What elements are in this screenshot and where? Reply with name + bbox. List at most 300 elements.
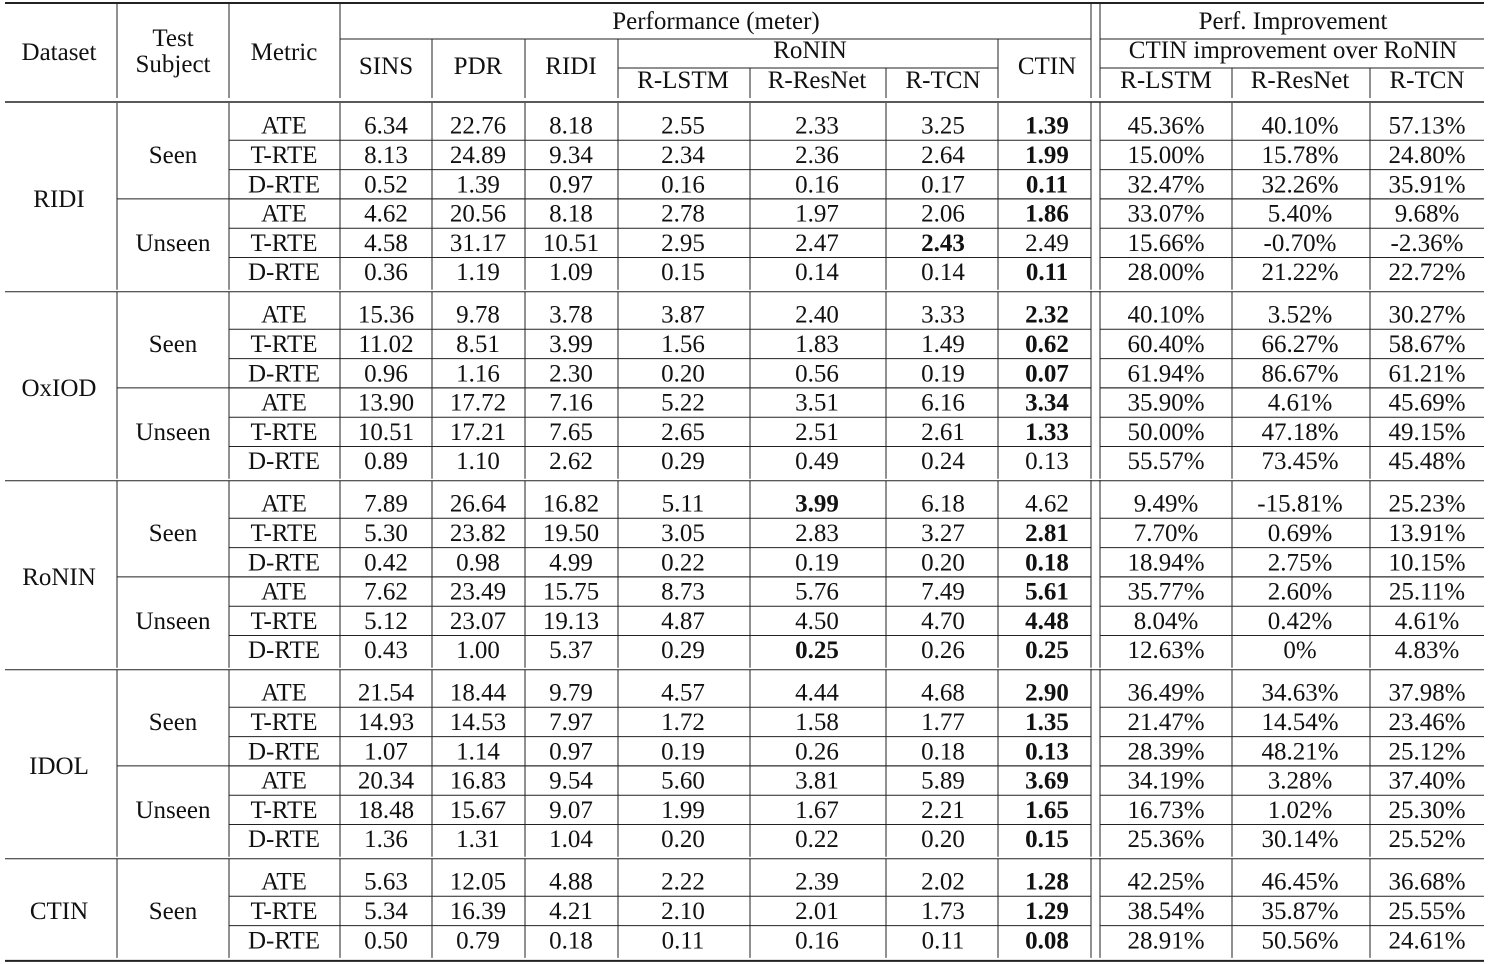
value-cell: 8.18: [549, 112, 593, 140]
improvement-cell: 25.55%: [1388, 897, 1466, 925]
value-cell: 0.15: [661, 259, 705, 287]
improvement-cell: 47.18%: [1261, 418, 1339, 446]
metric-cell: D-RTE: [247, 637, 321, 665]
value-cell: 1.99: [661, 796, 705, 824]
value-cell: 2.10: [661, 897, 705, 925]
value-cell: 2.40: [795, 301, 839, 329]
value-cell: 0.49: [795, 448, 839, 476]
header-metric: Metric: [250, 39, 318, 66]
improvement-cell: 25.52%: [1388, 826, 1466, 854]
value-cell: 4.44: [795, 679, 839, 707]
value-cell: 4.68: [921, 679, 965, 707]
value-cell: 4.70: [921, 607, 965, 635]
value-cell: 20.56: [449, 200, 507, 228]
value-cell: 23.07: [449, 607, 507, 635]
value-cell: 1.97: [795, 200, 839, 228]
value-cell: 6.16: [921, 389, 965, 417]
value-cell: 18.44: [449, 679, 507, 707]
header-model-pdr: PDR: [453, 53, 503, 80]
metric-cell: D-RTE: [247, 549, 321, 577]
value-cell: 19.50: [542, 519, 600, 547]
value-cell: 20.34: [357, 767, 415, 795]
header-ctin-improvement: CTIN improvement over RoNIN: [1128, 37, 1458, 64]
value-cell: 4.48: [1025, 607, 1069, 635]
value-cell: 0.89: [364, 448, 408, 476]
improvement-cell: -15.81%: [1257, 490, 1343, 518]
improvement-cell: 23.46%: [1388, 708, 1466, 736]
value-cell: 15.67: [449, 796, 507, 824]
improvement-cell: 24.80%: [1388, 141, 1466, 169]
value-cell: 0.36: [364, 259, 408, 287]
value-cell: 2.02: [921, 868, 965, 896]
value-cell: 0.20: [921, 826, 965, 854]
value-cell: 1.99: [1025, 141, 1069, 169]
value-cell: 0.11: [1025, 171, 1069, 199]
value-cell: 8.73: [661, 578, 705, 606]
improvement-cell: 2.60%: [1267, 578, 1333, 606]
value-cell: 23.82: [449, 519, 507, 547]
value-cell: 12.05: [449, 868, 507, 896]
value-cell: 0.20: [661, 826, 705, 854]
value-cell: 7.16: [549, 389, 593, 417]
improvement-cell: 12.63%: [1127, 637, 1205, 665]
improvement-cell: 0.42%: [1267, 607, 1333, 635]
value-cell: 2.34: [661, 141, 705, 169]
value-cell: 0.13: [1025, 448, 1069, 476]
value-cell: 2.49: [1025, 229, 1069, 257]
value-cell: 8.51: [456, 330, 500, 358]
value-cell: 0.19: [921, 360, 965, 388]
value-cell: 1.31: [456, 826, 500, 854]
metric-cell: ATE: [261, 868, 307, 896]
improvement-cell: 9.49%: [1133, 490, 1199, 518]
metric-cell: D-RTE: [247, 259, 321, 287]
value-cell: 23.49: [449, 578, 507, 606]
improvement-cell: 37.40%: [1388, 767, 1466, 795]
improvement-cell: 40.10%: [1127, 301, 1205, 329]
value-cell: 7.97: [549, 708, 593, 736]
metric-cell: T-RTE: [250, 330, 318, 358]
value-cell: 0.07: [1025, 360, 1069, 388]
metric-cell: D-RTE: [247, 927, 321, 955]
improvement-cell: 1.02%: [1267, 796, 1333, 824]
value-cell: 1.49: [921, 330, 965, 358]
value-cell: 9.78: [456, 301, 500, 329]
value-cell: 3.78: [549, 301, 593, 329]
improvement-cell: 37.98%: [1388, 679, 1466, 707]
value-cell: 6.34: [364, 112, 408, 140]
value-cell: 4.58: [364, 229, 408, 257]
improvement-cell: 33.07%: [1127, 200, 1205, 228]
value-cell: 14.53: [449, 708, 507, 736]
value-cell: 2.55: [661, 112, 705, 140]
value-cell: 0.13: [1025, 738, 1069, 766]
value-cell: 2.62: [549, 448, 593, 476]
header-perf-improvement: Perf. Improvement: [1198, 8, 1388, 35]
value-cell: 16.82: [542, 490, 600, 518]
value-cell: 0.26: [795, 738, 839, 766]
improvement-cell: 28.91%: [1127, 927, 1205, 955]
value-cell: 5.76: [795, 578, 839, 606]
header-impr-r-resnet: R-ResNet: [1250, 67, 1350, 94]
value-cell: 1.04: [549, 826, 593, 854]
improvement-cell: 35.91%: [1388, 171, 1466, 199]
improvement-cell: 42.25%: [1127, 868, 1205, 896]
improvement-cell: 21.47%: [1127, 708, 1205, 736]
value-cell: 0.11: [661, 927, 705, 955]
header-model-r-tcn: R-TCN: [905, 67, 981, 94]
value-cell: 0.14: [921, 259, 965, 287]
improvement-cell: 61.21%: [1388, 360, 1466, 388]
value-cell: 2.65: [661, 418, 705, 446]
metric-cell: ATE: [261, 301, 307, 329]
improvement-cell: 16.73%: [1127, 796, 1205, 824]
value-cell: 0.11: [1025, 259, 1069, 287]
value-cell: 2.43: [921, 229, 965, 257]
improvement-cell: 8.04%: [1133, 607, 1199, 635]
improvement-cell: 2.75%: [1267, 549, 1333, 577]
improvement-cell: 46.45%: [1261, 868, 1339, 896]
metric-cell: D-RTE: [247, 738, 321, 766]
value-cell: 1.73: [921, 897, 965, 925]
header-dataset: Dataset: [21, 39, 97, 66]
value-cell: 2.01: [795, 897, 839, 925]
improvement-cell: 4.83%: [1394, 637, 1460, 665]
value-cell: 1.00: [456, 637, 500, 665]
value-cell: 3.87: [661, 301, 705, 329]
value-cell: 1.67: [795, 796, 839, 824]
metric-cell: T-RTE: [250, 796, 318, 824]
dataset-label: RoNIN: [22, 563, 96, 591]
dataset-label: OxIOD: [21, 374, 97, 402]
value-cell: 3.34: [1025, 389, 1069, 417]
value-cell: 15.75: [542, 578, 600, 606]
value-cell: 0.97: [549, 738, 593, 766]
improvement-cell: 3.28%: [1267, 767, 1333, 795]
improvement-cell: 30.14%: [1261, 826, 1339, 854]
improvement-cell: 45.48%: [1388, 448, 1466, 476]
value-cell: 0.56: [795, 360, 839, 388]
metric-cell: T-RTE: [250, 141, 318, 169]
metric-cell: ATE: [261, 767, 307, 795]
value-cell: 1.86: [1025, 200, 1069, 228]
value-cell: 0.29: [661, 637, 705, 665]
value-cell: 0.29: [661, 448, 705, 476]
value-cell: 0.62: [1025, 330, 1069, 358]
value-cell: 1.83: [795, 330, 839, 358]
dataset-label: CTIN: [29, 897, 89, 925]
value-cell: 1.72: [661, 708, 705, 736]
value-cell: 2.06: [921, 200, 965, 228]
value-cell: 24.89: [449, 141, 507, 169]
improvement-cell: 28.00%: [1127, 259, 1205, 287]
test-subject-label: Seen: [148, 330, 198, 358]
improvement-cell: 35.77%: [1127, 578, 1205, 606]
metric-cell: ATE: [261, 490, 307, 518]
value-cell: 0.42: [364, 549, 408, 577]
improvement-cell: 61.94%: [1127, 360, 1205, 388]
value-cell: 6.18: [921, 490, 965, 518]
improvement-cell: 14.54%: [1261, 708, 1339, 736]
value-cell: 1.09: [549, 259, 593, 287]
value-cell: 0.25: [1025, 637, 1069, 665]
value-cell: 10.51: [542, 229, 600, 257]
test-subject-label: Unseen: [135, 418, 211, 446]
value-cell: 0.50: [364, 927, 408, 955]
value-cell: 2.95: [661, 229, 705, 257]
improvement-cell: 10.15%: [1388, 549, 1466, 577]
improvement-cell: 5.40%: [1267, 200, 1333, 228]
value-cell: 4.62: [1025, 490, 1069, 518]
improvement-cell: 48.21%: [1261, 738, 1339, 766]
metric-cell: T-RTE: [250, 897, 318, 925]
metric-cell: ATE: [261, 679, 307, 707]
dataset-label: IDOL: [29, 752, 89, 780]
value-cell: 4.87: [661, 607, 705, 635]
value-cell: 4.88: [549, 868, 593, 896]
improvement-cell: 25.11%: [1388, 578, 1466, 606]
value-cell: 5.34: [364, 897, 408, 925]
improvement-cell: 35.90%: [1127, 389, 1205, 417]
test-subject-label: Seen: [148, 141, 198, 169]
improvement-cell: 24.61%: [1388, 927, 1466, 955]
header-model-ridi: RIDI: [545, 53, 597, 80]
value-cell: 13.90: [357, 389, 415, 417]
metric-cell: D-RTE: [247, 448, 321, 476]
improvement-cell: 45.36%: [1127, 112, 1205, 140]
metric-cell: D-RTE: [247, 360, 321, 388]
metric-cell: T-RTE: [250, 519, 318, 547]
improvement-cell: 73.45%: [1261, 448, 1339, 476]
metric-cell: ATE: [261, 200, 307, 228]
improvement-cell: 32.47%: [1127, 171, 1205, 199]
value-cell: 1.39: [456, 171, 500, 199]
header-impr-r-lstm: R-LSTM: [1120, 67, 1212, 94]
value-cell: 4.21: [549, 897, 593, 925]
test-subject-label: Unseen: [135, 796, 211, 824]
value-cell: 21.54: [357, 679, 415, 707]
value-cell: 1.16: [456, 360, 500, 388]
value-cell: 4.57: [661, 679, 705, 707]
improvement-cell: 60.40%: [1127, 330, 1205, 358]
improvement-cell: 30.27%: [1388, 301, 1466, 329]
value-cell: 2.32: [1025, 301, 1069, 329]
improvement-cell: 57.13%: [1388, 112, 1466, 140]
value-cell: 1.07: [364, 738, 408, 766]
improvement-cell: -2.36%: [1390, 229, 1464, 257]
value-cell: 5.89: [921, 767, 965, 795]
improvement-cell: 35.87%: [1261, 897, 1339, 925]
metric-cell: T-RTE: [250, 229, 318, 257]
metric-cell: ATE: [261, 112, 307, 140]
test-subject-label: Unseen: [135, 229, 211, 257]
value-cell: 3.05: [661, 519, 705, 547]
value-cell: 1.19: [456, 259, 500, 287]
value-cell: 17.21: [449, 418, 507, 446]
value-cell: 31.17: [449, 229, 507, 257]
improvement-cell: 25.30%: [1388, 796, 1466, 824]
improvement-cell: 36.49%: [1127, 679, 1205, 707]
value-cell: 17.72: [449, 389, 507, 417]
value-cell: 2.83: [795, 519, 839, 547]
value-cell: 22.76: [449, 112, 507, 140]
improvement-cell: 15.78%: [1261, 141, 1339, 169]
value-cell: 4.62: [364, 200, 408, 228]
value-cell: 3.69: [1025, 767, 1069, 795]
header-test-subject-line1: Test: [152, 25, 194, 52]
header-model-r-resnet: R-ResNet: [767, 67, 867, 94]
improvement-cell: 58.67%: [1388, 330, 1466, 358]
value-cell: 1.65: [1025, 796, 1069, 824]
header-performance: Performance (meter): [612, 8, 820, 35]
value-cell: 26.64: [449, 490, 507, 518]
improvement-cell: 45.69%: [1388, 389, 1466, 417]
header-model-r-lstm: R-LSTM: [637, 67, 729, 94]
test-subject-label: Seen: [148, 897, 198, 925]
value-cell: 1.28: [1025, 868, 1069, 896]
value-cell: 1.36: [364, 826, 408, 854]
value-cell: 3.33: [921, 301, 965, 329]
value-cell: 7.89: [364, 490, 408, 518]
value-cell: 4.99: [549, 549, 593, 577]
value-cell: 2.39: [795, 868, 839, 896]
value-cell: 2.51: [795, 418, 839, 446]
metric-cell: T-RTE: [250, 418, 318, 446]
value-cell: 2.90: [1025, 679, 1069, 707]
improvement-cell: 49.15%: [1388, 418, 1466, 446]
value-cell: 0.19: [661, 738, 705, 766]
value-cell: 2.61: [921, 418, 965, 446]
improvement-cell: 25.36%: [1127, 826, 1205, 854]
improvement-cell: 55.57%: [1127, 448, 1205, 476]
value-cell: 0.15: [1025, 826, 1069, 854]
value-cell: 3.99: [549, 330, 593, 358]
improvement-cell: 15.00%: [1127, 141, 1205, 169]
improvement-cell: 7.70%: [1133, 519, 1199, 547]
value-cell: 2.81: [1025, 519, 1069, 547]
improvement-cell: 50.56%: [1261, 927, 1339, 955]
value-cell: 16.83: [449, 767, 507, 795]
improvement-cell: 40.10%: [1261, 112, 1339, 140]
value-cell: 0.96: [364, 360, 408, 388]
improvement-cell: 3.52%: [1267, 301, 1333, 329]
value-cell: 1.35: [1025, 708, 1069, 736]
value-cell: 9.54: [549, 767, 593, 795]
value-cell: 4.50: [795, 607, 839, 635]
value-cell: 5.60: [661, 767, 705, 795]
value-cell: 0.08: [1025, 927, 1069, 955]
value-cell: 2.64: [921, 141, 965, 169]
value-cell: 14.93: [357, 708, 415, 736]
value-cell: 0.16: [795, 927, 839, 955]
value-cell: 0.19: [795, 549, 839, 577]
value-cell: 0.11: [921, 927, 965, 955]
value-cell: 5.30: [364, 519, 408, 547]
improvement-cell: 22.72%: [1388, 259, 1466, 287]
improvement-cell: 21.22%: [1261, 259, 1339, 287]
value-cell: 0.79: [456, 927, 500, 955]
value-cell: 2.22: [661, 868, 705, 896]
value-cell: 0.16: [795, 171, 839, 199]
value-cell: 1.29: [1025, 897, 1069, 925]
improvement-cell: 86.67%: [1261, 360, 1339, 388]
improvement-cell: 4.61%: [1394, 607, 1460, 635]
value-cell: 0.18: [549, 927, 593, 955]
value-cell: 1.77: [921, 708, 965, 736]
value-cell: 3.81: [795, 767, 839, 795]
value-cell: 1.14: [456, 738, 500, 766]
value-cell: 0.22: [795, 826, 839, 854]
value-cell: 1.33: [1025, 418, 1069, 446]
value-cell: 0.18: [1025, 549, 1069, 577]
dataset-label: RIDI: [33, 185, 85, 213]
value-cell: 0.43: [364, 637, 408, 665]
value-cell: 3.27: [921, 519, 965, 547]
improvement-cell: 28.39%: [1127, 738, 1205, 766]
improvement-cell: 32.26%: [1261, 171, 1339, 199]
value-cell: 0.97: [549, 171, 593, 199]
value-cell: 2.36: [795, 141, 839, 169]
header-model-ctin: CTIN: [1017, 53, 1077, 80]
value-cell: 3.99: [795, 490, 839, 518]
improvement-cell: 13.91%: [1388, 519, 1466, 547]
value-cell: 0.18: [921, 738, 965, 766]
improvement-cell: 34.19%: [1127, 767, 1205, 795]
improvement-cell: 18.94%: [1127, 549, 1205, 577]
improvement-cell: 0%: [1283, 637, 1317, 665]
improvement-cell: -0.70%: [1263, 229, 1337, 257]
improvement-cell: 38.54%: [1127, 897, 1205, 925]
value-cell: 18.48: [357, 796, 415, 824]
improvement-cell: 0.69%: [1267, 519, 1333, 547]
header-ronin: RoNIN: [773, 37, 847, 64]
value-cell: 19.13: [542, 607, 600, 635]
improvement-cell: 34.63%: [1261, 679, 1339, 707]
improvement-cell: 25.23%: [1388, 490, 1466, 518]
value-cell: 5.12: [364, 607, 408, 635]
value-cell: 0.14: [795, 259, 839, 287]
header-impr-r-tcn: R-TCN: [1389, 67, 1465, 94]
value-cell: 0.26: [921, 637, 965, 665]
value-cell: 0.22: [661, 549, 705, 577]
value-cell: 9.07: [549, 796, 593, 824]
value-cell: 5.37: [549, 637, 593, 665]
metric-cell: T-RTE: [250, 708, 318, 736]
header-model-sins: SINS: [358, 53, 414, 80]
value-cell: 9.79: [549, 679, 593, 707]
metric-cell: D-RTE: [247, 171, 321, 199]
value-cell: 5.22: [661, 389, 705, 417]
value-cell: 1.56: [661, 330, 705, 358]
value-cell: 1.58: [795, 708, 839, 736]
improvement-cell: 50.00%: [1127, 418, 1205, 446]
improvement-cell: 25.12%: [1388, 738, 1466, 766]
value-cell: 2.33: [795, 112, 839, 140]
value-cell: 10.51: [357, 418, 415, 446]
test-subject-label: Seen: [148, 519, 198, 547]
value-cell: 3.51: [795, 389, 839, 417]
improvement-cell: 4.61%: [1267, 389, 1333, 417]
value-cell: 9.34: [549, 141, 593, 169]
value-cell: 11.02: [358, 330, 414, 358]
value-cell: 0.20: [921, 549, 965, 577]
value-cell: 2.21: [921, 796, 965, 824]
value-cell: 1.10: [456, 448, 500, 476]
test-subject-label: Unseen: [135, 607, 211, 635]
value-cell: 0.20: [661, 360, 705, 388]
value-cell: 0.16: [661, 171, 705, 199]
value-cell: 2.47: [795, 229, 839, 257]
